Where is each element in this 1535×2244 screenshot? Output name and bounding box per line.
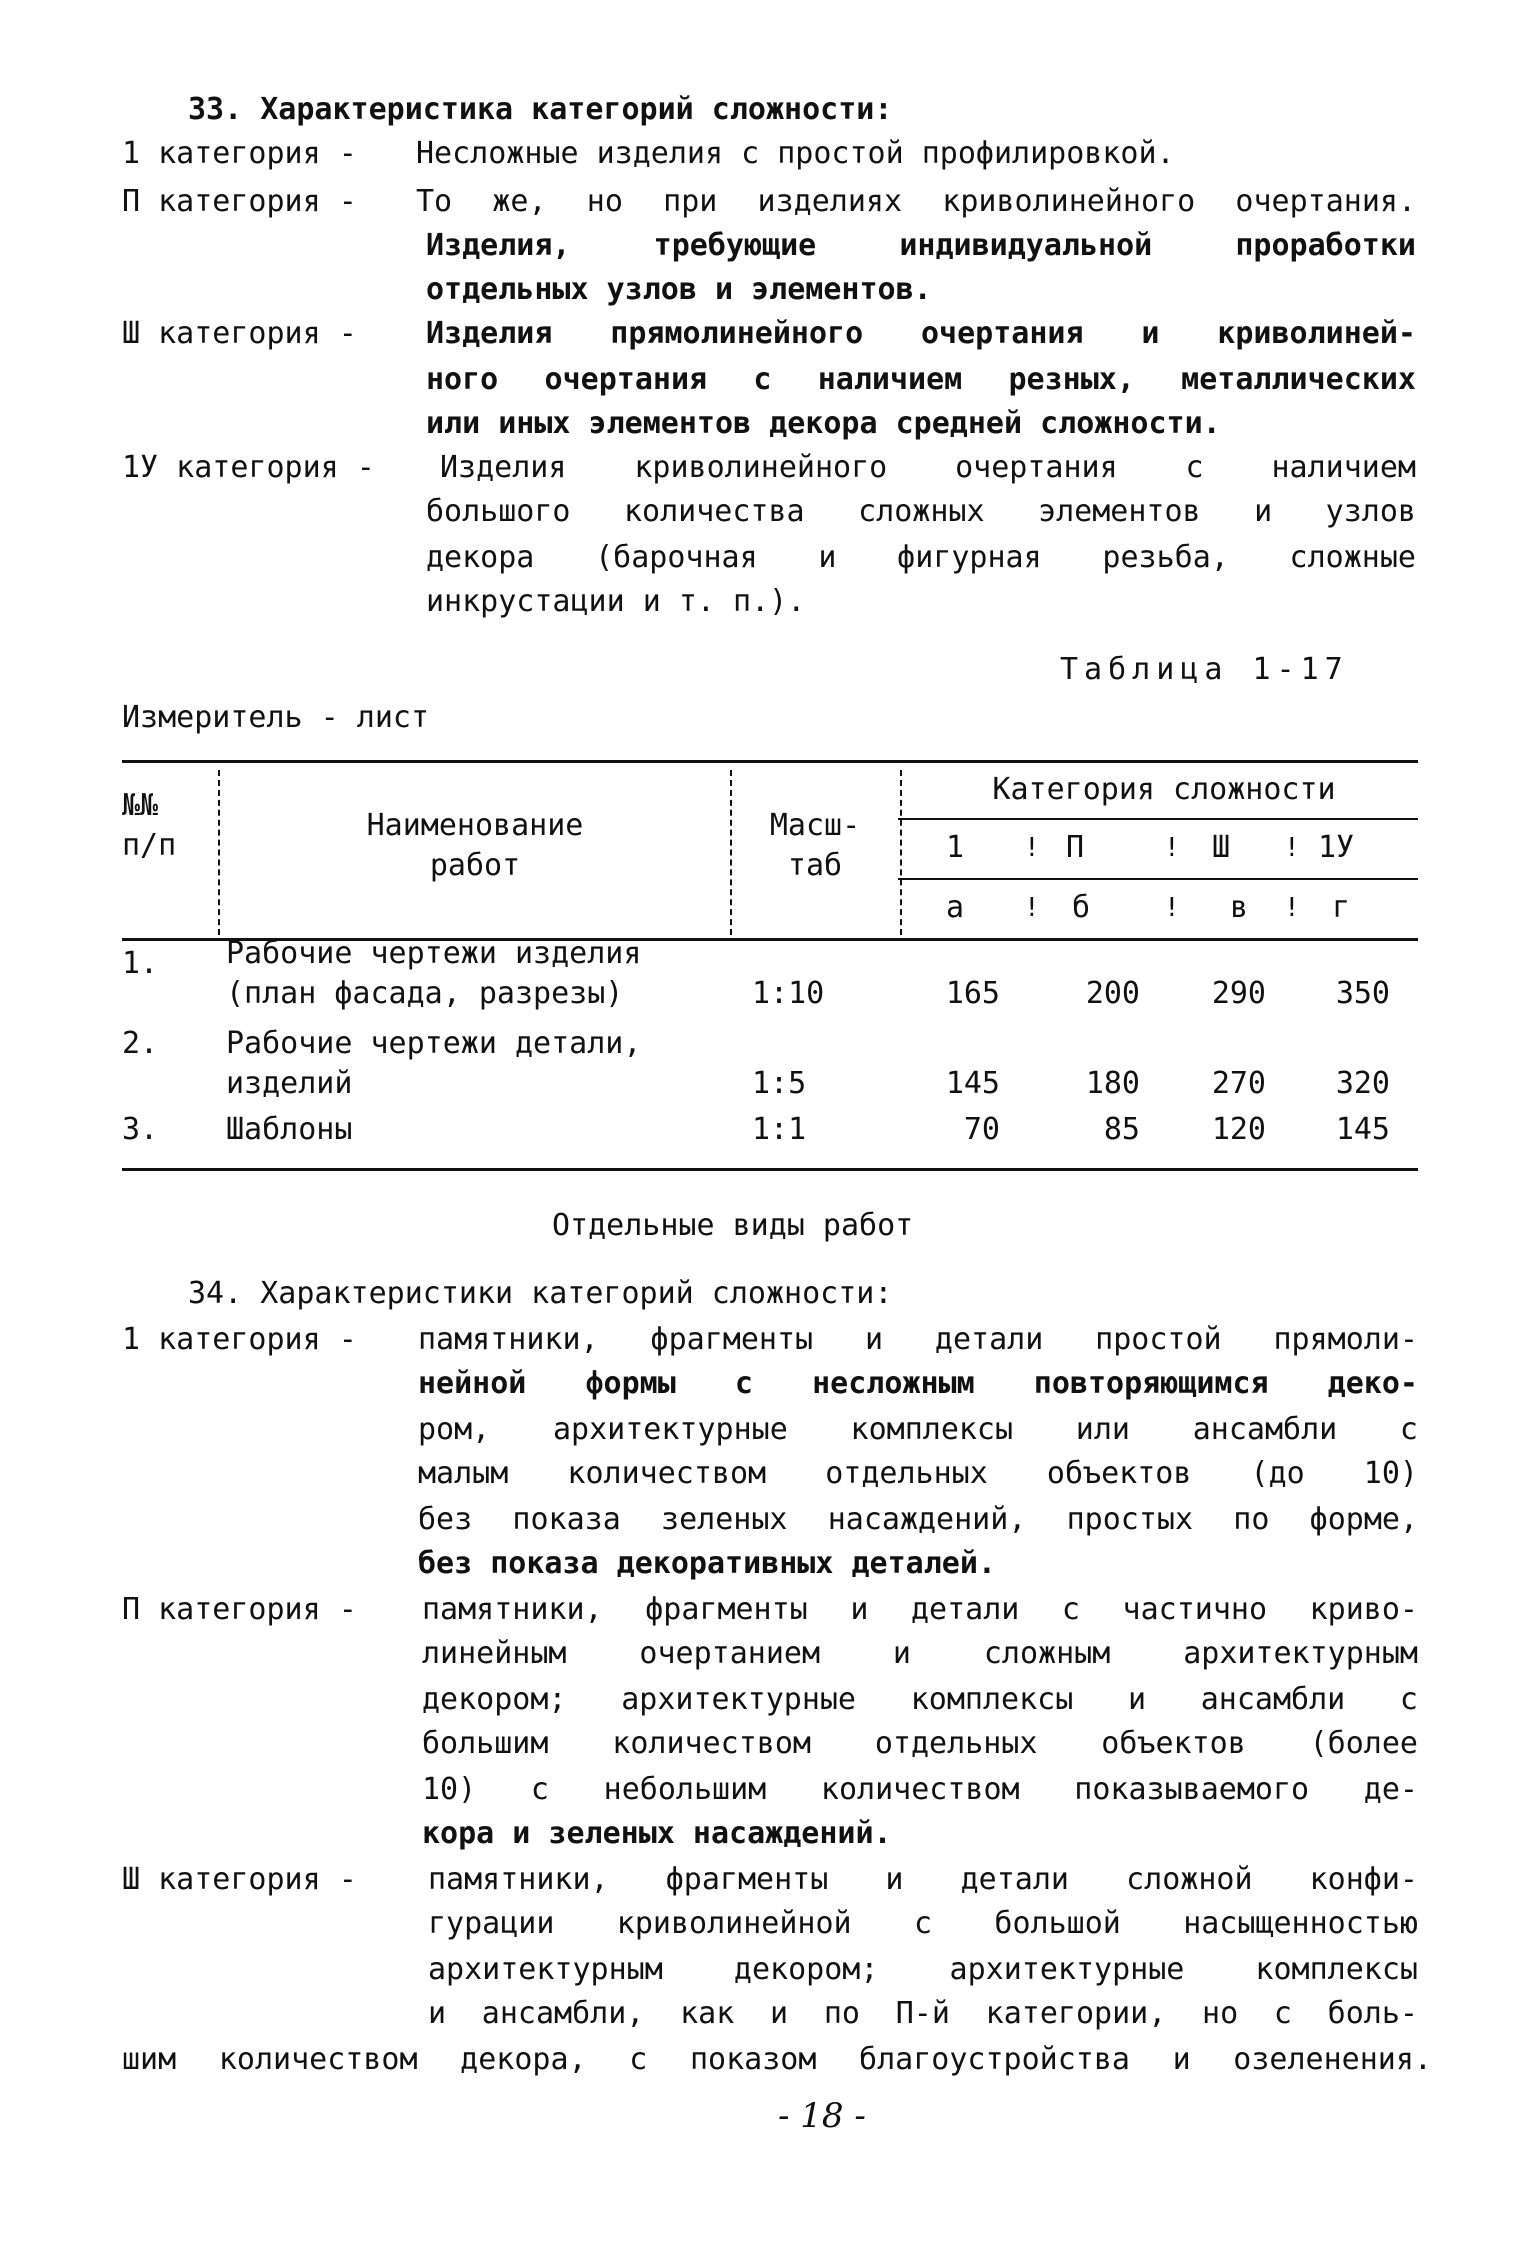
subtitle: Отдельные виды работ [552,1208,914,1243]
table-bottom-rule [122,1168,1418,1171]
row-num: 1. [122,946,159,981]
cat-label: 1 категория - [122,136,357,171]
cat-text-line: То же, но при изделиях криволинейного очертания. [416,184,1416,219]
cat-label: П категория - [122,1592,357,1627]
cat-text-line: без показа зеленых насаждений, простых по форме, [418,1502,1418,1537]
row-name: изделий [226,1066,353,1101]
cat-text-line: без показа декоративных деталей. [418,1546,996,1581]
table-col-divider [900,770,902,935]
row-value: 145 [1335,1112,1390,1147]
row-value: 145 [945,1066,1000,1101]
row-scale: 1:10 [752,976,825,1011]
header-letter: г [1332,890,1351,925]
row-scale: 1:5 [752,1066,807,1101]
row-value: 200 [1085,976,1140,1011]
table-col-divider [730,770,732,935]
row-num: 2. [122,1026,159,1061]
cat-label: П категория - [122,184,357,219]
row-name: Шаблоны [226,1112,353,1147]
row-value: 320 [1335,1066,1390,1101]
cat-text-line: кора и зеленых насаждений. [422,1816,892,1851]
cat-label: 1 категория - [122,1322,357,1357]
page-number: - 18 - [778,2096,866,2136]
row-value: 70 [963,1112,1000,1147]
row-value: 165 [945,976,1000,1011]
row-num: 3. [122,1112,159,1147]
cat-text-line: линейным очертанием и сложным архитектурным [422,1636,1418,1671]
table-col-divider [218,770,220,935]
header-category: 1 [946,830,965,865]
cat-text-line: гурации криволинейной с большой насыщенностью [428,1906,1418,1941]
cat-text-line: ного очертания с наличием резных, металлических [426,362,1416,397]
row-value: 120 [1211,1112,1266,1147]
cat-text-line: отдельных узлов и элементов. [426,272,932,307]
table-header-rule [898,818,1418,820]
row-value: 350 [1335,976,1390,1011]
cat-label: 1У категория - [122,450,375,485]
cat-text-line: памятники, фрагменты и детали сложной конфи- [428,1862,1418,1897]
header-category: Ш [1212,830,1231,865]
header-scale: таб [787,848,843,883]
cat-text-line: шим количеством декора, с показом благоустройства и озеленения. [122,2042,1432,2077]
row-value: 270 [1211,1066,1266,1101]
cat-text-line: декора (барочная и фигурная резьба, сложные [426,540,1416,575]
header-num: №№ [122,788,159,823]
cat-text-line: 10) с небольшим количеством показываемого де- [422,1772,1418,1807]
cat-text-line: памятники, фрагменты и детали простой прямоли- [418,1322,1418,1357]
cat-text-line: малым количеством отдельных объектов (до 10) [418,1456,1418,1491]
header-letter: б [1072,890,1091,925]
table-header-rule [898,878,1418,880]
section-33-heading: 33. Характеристика категорий сложности: [188,92,893,127]
cat-text-line: большого количества сложных элементов и узлов [426,494,1416,529]
header-name: Наименование [366,808,584,843]
cat-text-line: Изделия, требующие индивидуальной проработки [426,228,1416,263]
header-letter: а [946,890,965,925]
header-name: работ [429,848,521,883]
cat-text-line: нейной формы с несложным повторяющимся деко- [418,1366,1418,1401]
cat-text-line: Изделия криволинейного очертания с наличием [440,450,1416,485]
row-value: 290 [1211,976,1266,1011]
row-scale: 1:1 [752,1112,807,1147]
cat-text-line: инкрустации и т. п.). [426,584,806,619]
row-name: (план фасада, разрезы) [226,976,624,1011]
cat-text-line: или иных элементов декора средней сложности. [426,406,1221,441]
table-caption: Таблица 1-17 [1060,652,1349,687]
cat-text-line: Изделия прямолинейного очертания и криволиней- [426,316,1416,351]
cat-text-line: памятники, фрагменты и детали с частично криво- [422,1592,1418,1627]
table-top-rule [122,760,1418,763]
cat-label: Ш категория - [122,1862,357,1897]
cat-text-line: ром, архитектурные комплексы или ансамбли с [418,1412,1418,1447]
cat-label: Ш категория - [122,316,357,351]
header-letter: в [1230,890,1249,925]
header-category-group: Категория сложности [992,772,1336,807]
header-scale: Масш- [769,808,861,843]
row-value: 180 [1085,1066,1140,1101]
table-unit: Измеритель - лист [122,700,430,735]
cat-text-line: Несложные изделия с простой профилировкой. [416,136,1175,171]
cat-text-line: декором; архитектурные комплексы и ансамбли с [422,1682,1418,1717]
header-num: п/п [122,828,177,863]
cat-text-line: и ансамбли, как и по П-й категории, но с боль- [428,1996,1418,2031]
section-34-heading: 34. Характеристики категорий сложности: [188,1276,893,1311]
document-page: 33. Характеристика категорий сложности: 1 категория - Несложные изделия с простой профилировкой. П категория - То же, но при изделиях криволинейного очертания. Изделия, требующие индивидуальной проработки отдельных узлов и элементов. Ш категория - Изделия прямолинейного очертания и криволиней- ного очертания с наличием резных, металлических или иных элементов декора средней сложности. 1У категория - Изделия криволинейного очертания с наличием большого количества сложных элементов и узлов декора (барочная и фигурная резьба, сложные инкрустации и т. п.). Таблица 1-17 Измеритель - лист №№ п/п Наименование работ Масш- таб Категория сложности 1 ! П ! Ш ! 1У а ! б ! в ! г 1. Рабочие чертежи изделия (план фасада, разрезы) 1:10 165 200 290 350 2. Рабочие чертежи детали, изделий 1:5 145 180 270 320 3. Шаблоны 1:1 70 85 120 145 Отдельные виды работ 34. Характеристики категорий сложности: 1 категория - памятники, фрагменты и детали простой прямоли- нейной формы с несложным повторяющимся деко- ром, архитектурные комплексы или ансамбли с малым количеством отдельных объектов (до 10) без показа зеленых насаждений, простых по форме, без показа декоративных деталей. П категория - памятники, фрагменты и детали с частично криво- линейным очертанием и сложным архитектурным декором; архитектурные комплексы и ансамбли с большим количеством отдельных объектов (более 10) с небольшим количеством показываемого де- кора и зеленых насаждений. Ш категория - памятники, фрагменты и детали сложной конфи- гурации криволинейной с большой насыщенностью архитектурным декором; архитектурные комплексы и ансамбли, как и по П-й категории, но с боль- шим количеством декора, с показом благоустройства и озеленения. - 18 - [0,0,1535,2244]
cat-text-line: большим количеством отдельных объектов (более [422,1726,1418,1761]
header-category: 1У [1318,830,1355,865]
row-value: 85 [1103,1112,1140,1147]
row-name: Рабочие чертежи изделия [226,936,642,971]
row-name: Рабочие чертежи детали, [226,1026,642,1061]
header-category: П [1066,830,1085,865]
cat-text-line: архитектурным декором; архитектурные комплексы [428,1952,1418,1987]
